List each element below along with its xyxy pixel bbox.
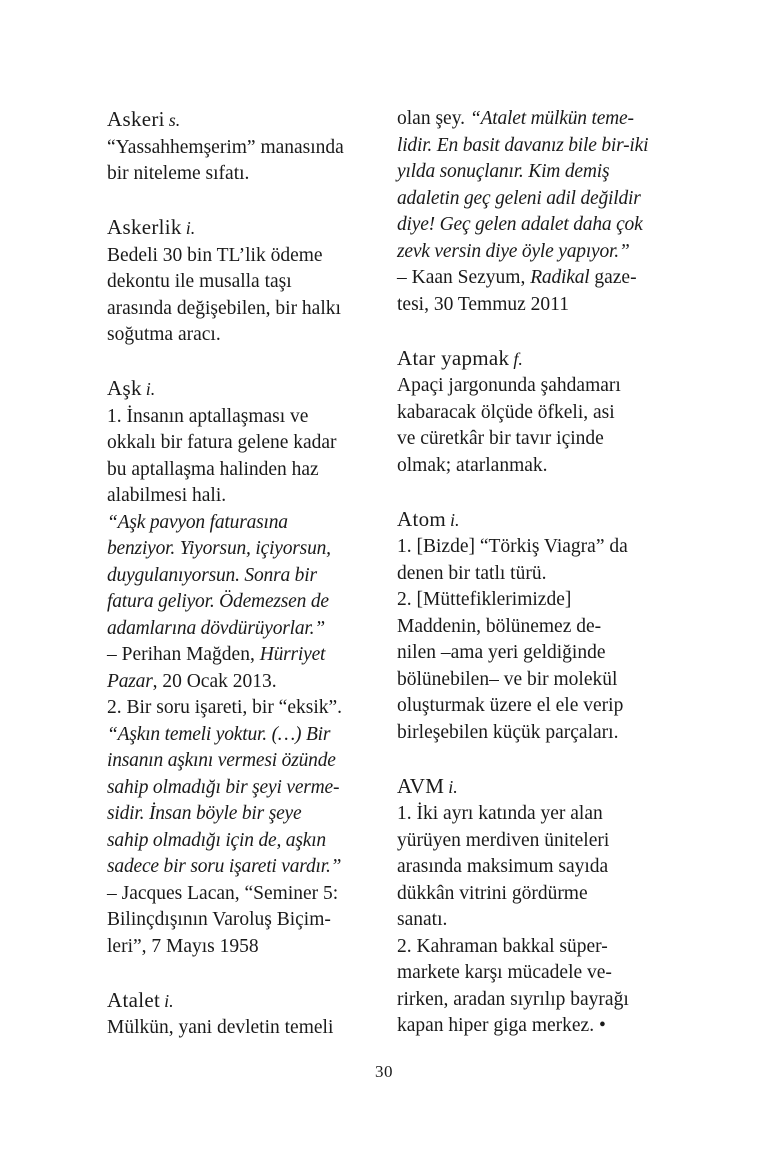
italic-segment: “Atalet mülkün teme- xyxy=(469,108,634,129)
dictionary-entry xyxy=(397,345,657,480)
entry-headword xyxy=(107,106,369,135)
line-text: 2. Kahraman bakkal süper- xyxy=(397,935,608,957)
quote-line xyxy=(107,536,369,563)
line-text: – Kaan Sezyum, xyxy=(397,267,531,288)
line-text: sanatı. xyxy=(397,909,448,930)
line-text: lidir. En basit davanız bile bir-iki xyxy=(397,134,649,156)
line-text: “Aşkın temeli yoktur. (…) Bir xyxy=(107,723,331,745)
page-number: 30 xyxy=(375,1062,393,1081)
entry-headword xyxy=(107,214,369,243)
quote-line xyxy=(107,801,369,828)
quote-line xyxy=(397,212,657,239)
line-tail: gaze- xyxy=(589,267,637,288)
line-text: benziyor. Yiyorsun, içiyorsun, xyxy=(107,538,331,559)
definition-line xyxy=(397,667,657,694)
line-text: insanın aşkını vermesi özünde xyxy=(107,750,336,771)
entry-headword xyxy=(397,506,657,535)
line-text: 1. İnsanın aptallaşması ve xyxy=(107,405,309,427)
quote-line xyxy=(397,159,657,186)
definition-line xyxy=(107,161,369,188)
headword-term: Askerlik xyxy=(107,215,182,239)
entry-headword xyxy=(107,375,369,404)
definition-line xyxy=(107,269,369,296)
definition-line xyxy=(397,960,657,987)
dictionary-entry xyxy=(107,987,369,1042)
definition-line xyxy=(107,404,369,431)
quote-line xyxy=(107,510,369,537)
italic-segment: Radikal xyxy=(530,267,590,288)
line-text: kapan hiper giga merkez. • xyxy=(397,1015,606,1036)
line-text: – Jacques Lacan, “Seminer 5: xyxy=(107,882,339,904)
line-text: Mülkün, yani devletin temeli xyxy=(107,1017,334,1038)
quote-line xyxy=(397,186,657,213)
definition-line xyxy=(397,426,657,453)
line-text: ve cüretkâr bir tavır içinde xyxy=(397,428,604,449)
line-text: “Aşk pavyon faturasına xyxy=(107,511,288,533)
line-text: 2. Bir soru işareti, bir “eksik”. xyxy=(107,697,343,718)
definition-line xyxy=(397,561,657,588)
quote-line xyxy=(107,563,369,590)
quote-line xyxy=(107,775,369,802)
definition-line xyxy=(397,292,657,319)
headword-term: Atar yapmak xyxy=(397,345,510,370)
line-text: Bilinçdışının Varoluş Biçim- xyxy=(107,909,331,930)
line-text: zevk versin diye öyle yapıyor.” xyxy=(397,240,630,262)
dictionary-entry xyxy=(397,506,657,747)
definition-line xyxy=(397,587,657,614)
quote-line xyxy=(107,616,369,643)
line-text: tesi, 30 Temmuz 2011 xyxy=(397,293,569,315)
line-text: 1. [Bizde] “Törkiş Viagra” da xyxy=(397,536,628,557)
definition-line xyxy=(397,907,657,934)
line-text: dükkân vitrini gördürme xyxy=(397,882,588,904)
definition-line xyxy=(397,614,657,641)
line-text: bölünebilen– ve bir molekül xyxy=(397,668,618,690)
part-of-speech: i. xyxy=(185,218,196,238)
line-text: sahip olmadığı bir şeyi verme- xyxy=(107,776,340,798)
definition-line xyxy=(397,828,657,855)
definition-line xyxy=(397,1013,657,1040)
part-of-speech: i. xyxy=(145,379,156,399)
quote-line xyxy=(107,722,369,749)
part-of-speech: f. xyxy=(513,348,523,369)
line-text: nilen –ama yeri geldiğinde xyxy=(397,642,606,663)
line-text: arasında değişebilen, bir halkı xyxy=(107,297,341,319)
definition-line xyxy=(107,296,369,323)
line-text: oluşturmak üzere el ele verip xyxy=(397,695,624,716)
line-text: dekontu ile musalla taşı xyxy=(107,271,292,292)
line-text: markete karşı mücadele ve- xyxy=(397,962,612,983)
quote-line xyxy=(107,854,369,881)
line-text: alabilmesi hali. xyxy=(107,485,227,506)
definition-line xyxy=(107,642,369,669)
definition-line xyxy=(107,1015,369,1042)
line-text: denen bir tatlı türü. xyxy=(397,562,547,584)
line-text: Apaçi jargonunda şahdamarı xyxy=(397,375,621,396)
quote-line xyxy=(107,748,369,775)
definition-line xyxy=(397,534,657,561)
definition-line xyxy=(397,693,657,720)
part-of-speech: s. xyxy=(168,110,181,130)
headword-term: Aşk xyxy=(107,376,142,400)
dictionary-entry xyxy=(397,106,657,318)
line-text: leri”, 7 Mayıs 1958 xyxy=(107,935,259,957)
definition-line xyxy=(397,453,657,480)
quote-line xyxy=(397,239,657,266)
headword-term: Atom xyxy=(397,506,447,531)
line-text: “Yassahhemşerim” manasında xyxy=(107,136,344,158)
entry-headword xyxy=(397,773,657,802)
definition-line xyxy=(397,400,657,427)
definition-line xyxy=(107,457,369,484)
line-text: Bedeli 30 bin TL’lik ödeme xyxy=(107,244,323,266)
definition-line xyxy=(397,640,657,667)
definition-line xyxy=(397,934,657,961)
line-text: rirken, aradan sıyrılıp bayrağı xyxy=(397,988,629,1010)
definition-line xyxy=(107,934,369,961)
headword-term: Askeri xyxy=(107,107,165,131)
definition-line xyxy=(107,669,369,696)
definition-line xyxy=(107,430,369,457)
line-text: olan şey. xyxy=(397,108,470,129)
line-text: bir niteleme sıfatı. xyxy=(107,163,250,184)
headword-term: Atalet xyxy=(107,987,161,1012)
entry-headword xyxy=(107,987,369,1016)
definition-line xyxy=(397,106,657,133)
left-column xyxy=(107,106,369,1042)
line-text: soğutma aracı. xyxy=(107,324,221,345)
line-text: yılda sonuçlanır. Kim demiş xyxy=(397,161,610,182)
line-text: Maddenin, bölünemez de- xyxy=(397,615,602,637)
dictionary-entry xyxy=(107,375,369,960)
line-text: bu aptallaşma halinden haz xyxy=(107,458,319,480)
line-text: sidir. İnsan böyle bir şeye xyxy=(107,803,302,824)
line-text: 1. İki ayrı katında yer alan xyxy=(397,803,603,824)
line-text: olmak; atarlanmak. xyxy=(397,454,548,476)
definition-line xyxy=(107,881,369,908)
dictionary-entry xyxy=(107,106,369,188)
quote-line xyxy=(107,828,369,855)
definition-line xyxy=(107,322,369,349)
line-text: adaletin geç geleni adil değildir xyxy=(397,187,641,209)
line-text: 2. [Müttefiklerimizde] xyxy=(397,589,572,610)
definition-line xyxy=(397,801,657,828)
definition-line xyxy=(107,695,369,722)
right-column xyxy=(397,106,657,1040)
part-of-speech: i. xyxy=(450,509,460,530)
italic-segment: Hürriyet xyxy=(259,644,326,665)
definition-line xyxy=(397,265,657,292)
definition-line xyxy=(107,483,369,510)
definition-line xyxy=(397,720,657,747)
dictionary-entry xyxy=(107,214,369,349)
line-text: arasında maksimum sayıda xyxy=(397,856,609,877)
quote-line xyxy=(107,589,369,616)
headword-term: AVM xyxy=(397,773,445,798)
line-text: fatura geliyor. Ödemezsen de xyxy=(107,591,329,612)
definition-line xyxy=(397,373,657,400)
part-of-speech: i. xyxy=(448,776,458,797)
definition-line xyxy=(397,854,657,881)
dictionary-entry xyxy=(397,773,657,1040)
line-text: yürüyen merdiven üniteleri xyxy=(397,829,610,851)
definition-line xyxy=(107,907,369,934)
line-text: sahip olmadığı için de, aşkın xyxy=(107,829,326,851)
line-text: diye! Geç gelen adalet daha çok xyxy=(397,214,643,235)
italic-segment: Pazar xyxy=(107,670,153,692)
definition-line xyxy=(397,881,657,908)
line-text: adamlarına dövdürüyorlar.” xyxy=(107,617,325,639)
definition-line xyxy=(397,987,657,1014)
quote-line xyxy=(397,133,657,160)
line-text: okkalı bir fatura gelene kadar xyxy=(107,432,337,453)
line-text: birleşebilen küçük parçaları. xyxy=(397,721,619,743)
line-text: duygulanıyorsun. Sonra bir xyxy=(107,564,317,586)
line-text: sadece bir soru işareti vardır.” xyxy=(107,856,342,877)
line-text: – Perihan Mağden, xyxy=(107,644,260,665)
line-text: kabaracak ölçüde öfkeli, asi xyxy=(397,401,615,423)
definition-line xyxy=(107,243,369,270)
definition-line xyxy=(107,135,369,162)
part-of-speech: i. xyxy=(164,990,174,1011)
line-tail: , 20 Ocak 2013. xyxy=(152,670,277,692)
entry-headword xyxy=(397,345,657,374)
